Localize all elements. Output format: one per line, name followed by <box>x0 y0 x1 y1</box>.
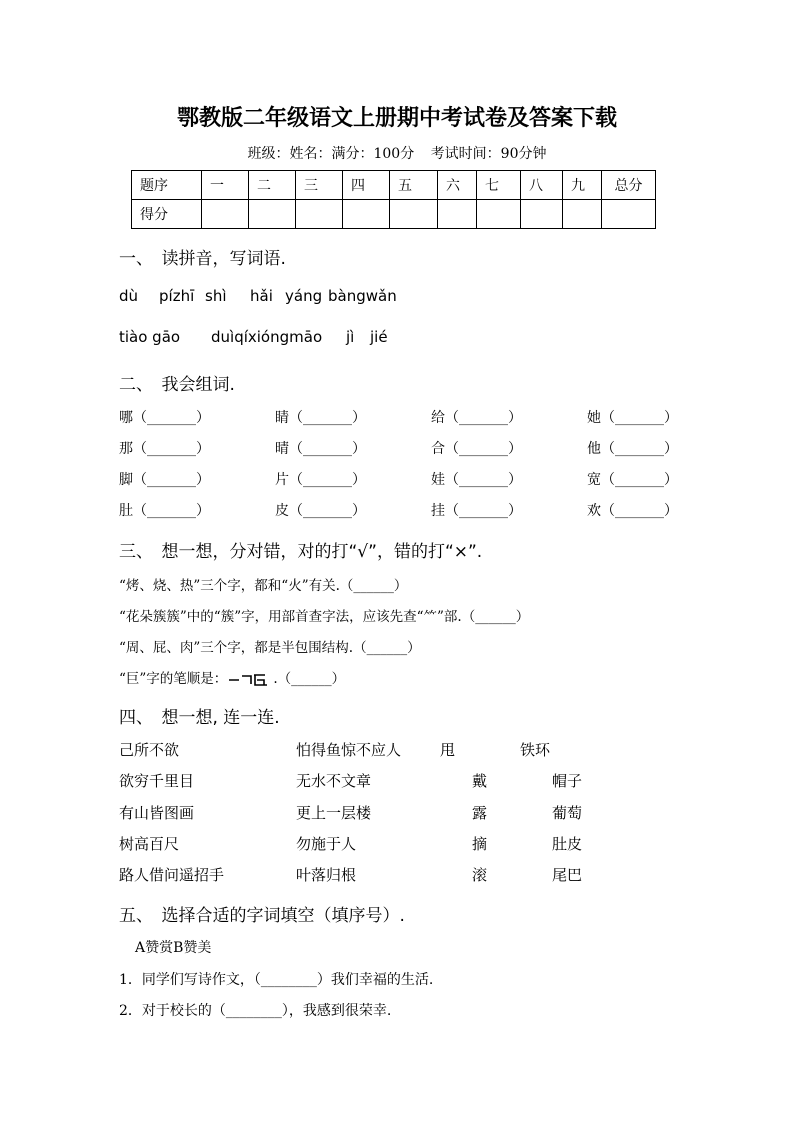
word-group-item[interactable]: 合（_______） <box>431 441 522 457</box>
section-3-heading: 三、 想一想，分对错，对的打“√”，错的打“×”. <box>119 542 483 562</box>
word-group-item[interactable]: 脚（_______） <box>119 472 210 488</box>
word-group-row <box>119 469 743 489</box>
word-group-item[interactable]: 睛（_______） <box>275 410 366 426</box>
score-input-cell[interactable] <box>438 200 477 229</box>
pinyin-word: bàngwǎn <box>328 287 397 305</box>
score-table <box>131 170 656 229</box>
word-group-item[interactable]: 那（_______） <box>119 441 210 457</box>
word-group-item[interactable]: 哪（_______） <box>119 410 210 426</box>
score-header-cell: 八 <box>521 171 563 200</box>
match-noun-item[interactable]: 肚皮 <box>552 835 583 853</box>
word-group-item[interactable]: 晴（_______） <box>275 441 366 457</box>
score-header-cell: 九 <box>563 171 602 200</box>
score-input-cell[interactable] <box>563 200 602 229</box>
option-list: A赞赏B赞美 <box>135 940 212 956</box>
word-group-item[interactable]: 娃（_______） <box>431 472 522 488</box>
match-noun-item[interactable]: 葡萄 <box>552 804 583 822</box>
match-verb-item[interactable]: 滚 <box>472 866 488 884</box>
pinyin-word: jié <box>370 328 388 346</box>
pinyin-word: hǎi <box>250 287 273 305</box>
stroke-order-suffix: .（______） <box>273 671 346 687</box>
match-left-item[interactable]: 有山皆图画 <box>119 804 195 822</box>
pinyin-word: duìqíxióngmāo <box>211 328 323 346</box>
pinyin-word: tiào gāo <box>119 328 181 346</box>
word-group-row <box>119 438 743 458</box>
score-table-header-row <box>132 171 656 200</box>
pinyin-word: yáng <box>285 287 323 305</box>
class-name-score-line: 班级：姓名：满分：100分 <box>247 146 415 162</box>
match-left-item[interactable]: 己所不欲 <box>119 741 180 759</box>
pinyin-line-2 <box>119 328 388 346</box>
score-table-score-row <box>132 200 656 229</box>
stroke-order-prefix: “巨”字的笔顺是： <box>119 671 228 687</box>
fill-blank-question[interactable]: 1．同学们写诗作文，（________）我们幸福的生活. <box>119 972 434 988</box>
score-input-cell[interactable] <box>602 200 656 229</box>
pinyin-word: dù <box>119 287 139 305</box>
match-verb-item[interactable]: 摘 <box>472 835 488 853</box>
match-noun-item[interactable]: 帽子 <box>552 772 583 790</box>
section-2-heading: 二、 我会组词. <box>119 375 235 395</box>
match-right-item[interactable]: 怕得鱼惊不应人 <box>296 741 402 759</box>
match-noun-item[interactable]: 尾巴 <box>552 866 583 884</box>
match-left-item[interactable]: 欲穷千里目 <box>119 772 195 790</box>
match-noun-item[interactable]: 铁环 <box>520 741 551 759</box>
match-right-item[interactable]: 无水不文章 <box>296 772 372 790</box>
match-right-item[interactable]: 更上一层楼 <box>296 804 372 822</box>
match-left-item[interactable]: 树高百尺 <box>119 835 180 853</box>
pinyin-line-1 <box>119 287 397 305</box>
score-row-label: 得分 <box>132 200 202 229</box>
match-verb-item[interactable]: 甩 <box>440 741 456 759</box>
true-false-item[interactable]: “烤、烧、热”三个字，都和“火”有关.（______） <box>119 578 408 594</box>
true-false-item[interactable]: “周、屁、肉”三个字，都是半包围结构.（______） <box>119 640 421 656</box>
score-input-cell[interactable] <box>296 200 343 229</box>
word-group-item[interactable]: 他（_______） <box>587 441 678 457</box>
score-input-cell[interactable] <box>249 200 296 229</box>
word-group-item[interactable]: 给（_______） <box>431 410 522 426</box>
score-header-cell: 一 <box>202 171 249 200</box>
match-right-item[interactable]: 勿施于人 <box>296 835 357 853</box>
match-verb-item[interactable]: 露 <box>472 804 488 822</box>
true-false-item[interactable]: “花朵簇簇”中的“簇”字，用部首查字法，应该先查“⺮”部.（______） <box>119 609 530 625</box>
pinyin-word: shì <box>205 287 227 305</box>
score-input-cell[interactable] <box>343 200 390 229</box>
score-header-cell: 三 <box>296 171 343 200</box>
section-4-heading: 四、 想一想, 连一连. <box>119 708 280 728</box>
score-input-cell[interactable] <box>202 200 249 229</box>
pinyin-word: pízhī <box>159 287 195 305</box>
score-input-cell[interactable] <box>521 200 563 229</box>
exam-time: 考试时间：90分钟 <box>430 146 547 162</box>
match-verb-item[interactable]: 戴 <box>472 772 488 790</box>
word-group-item[interactable]: 肚（_______） <box>119 503 210 519</box>
word-group-row <box>119 500 743 520</box>
match-right-item[interactable]: 叶落归根 <box>296 866 357 884</box>
score-header-cell: 二 <box>249 171 296 200</box>
true-false-item[interactable] <box>119 667 345 688</box>
score-header-cell: 七 <box>477 171 521 200</box>
word-group-row <box>119 407 743 427</box>
page-title: 鄂教版二年级语文上册期中考试卷及答案下载 <box>176 105 617 131</box>
section-1-heading: 一、 读拼音，写词语. <box>119 249 286 269</box>
exam-info <box>0 143 794 163</box>
word-group-item[interactable]: 皮（_______） <box>275 503 366 519</box>
score-header-cell: 六 <box>438 171 477 200</box>
fill-blank-question[interactable]: 2．对于校长的（________），我感到很荣幸. <box>119 1003 392 1019</box>
score-header-cell: 五 <box>390 171 438 200</box>
word-group-item[interactable]: 欢（_______） <box>587 503 678 519</box>
stroke-order-icon <box>227 672 273 688</box>
word-group-item[interactable]: 她（_______） <box>587 410 678 426</box>
word-group-item[interactable]: 挂（_______） <box>431 503 522 519</box>
pinyin-word: jì <box>346 328 355 346</box>
score-header-cell: 总分 <box>602 171 656 200</box>
score-input-cell[interactable] <box>477 200 521 229</box>
word-group-item[interactable]: 宽（_______） <box>587 472 678 488</box>
word-group-item[interactable]: 片（_______） <box>275 472 366 488</box>
score-header-cell: 四 <box>343 171 390 200</box>
match-left-item[interactable]: 路人借问遥招手 <box>119 866 225 884</box>
score-header-cell: 题序 <box>132 171 202 200</box>
score-input-cell[interactable] <box>390 200 438 229</box>
section-5-heading: 五、 选择合适的字词填空（填序号）. <box>119 906 405 926</box>
